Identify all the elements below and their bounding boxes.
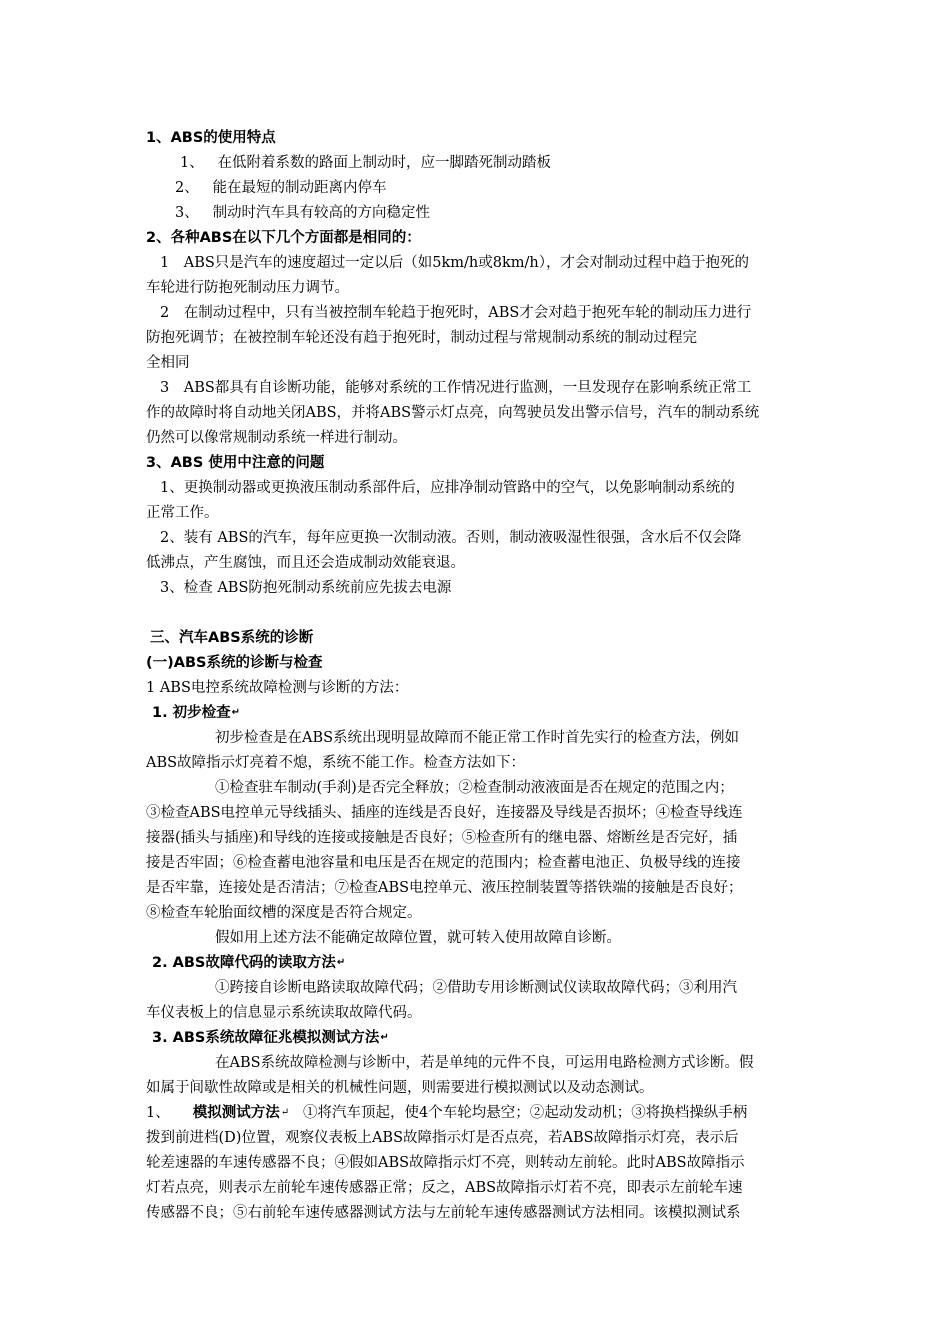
diagnosis-sub-heading: (一)ABS系统的诊断与检查	[146, 655, 323, 671]
step1-line: ⑧检查车轮胎面纹槽的深度是否符合规定。	[146, 905, 422, 921]
step2-title-text: 2. ABS故障代码的读取方法	[152, 955, 336, 971]
section2-line: 3 ABS都具有自诊断功能，能够对系统的工作情况进行监测，一旦发现存在影响系统正常工	[160, 380, 752, 396]
item-text: 在低附着系数的路面上制动时，应一脚踏死制动踏板	[217, 155, 552, 171]
item-number: 2、	[175, 180, 199, 196]
section2-line: 防抱死调节；在被控制车轮还没有趋于抱死时，制动过程与常规制动系统的制动过程完	[146, 330, 697, 346]
item-text: 制动时汽车具有较高的方向稳定性	[212, 205, 431, 221]
method-title: 1 ABS电控系统故障检测与诊断的方法：	[146, 680, 409, 696]
sim-test-line: 轮差速器的车速传感器不良；④假如ABS故障指示灯不亮，则转动左前轮。此时ABS故障指示	[146, 1155, 745, 1171]
section3-line: 低沸点，产生腐蚀，而且还会造成制动效能衰退。	[146, 555, 465, 571]
sim-test-line: 拨到前进档(D)位置，观察仪表板上ABS故障指示灯是否点亮，若ABS故障指示灯亮，表示后	[146, 1130, 739, 1146]
section3-line: 正常工作。	[146, 505, 219, 521]
section2-line: 车轮进行防抱死制动压力调节。	[146, 280, 349, 296]
diagnosis-heading: 三、汽车ABS系统的诊断	[150, 630, 314, 646]
step1-line: 假如用上述方法不能确定故障位置，就可转入使用故障自诊断。	[215, 930, 621, 946]
return-mark-icon: ↵	[336, 957, 346, 968]
sim-test-first-text: ①将汽车顶起，使4个车轮均悬空；②起动发动机；③将换档操纵手柄	[303, 1105, 748, 1121]
section2-line: 作的故障时将自动地关闭ABS，并将ABS警示灯点亮，向驾驶员发出警示信号，汽车的制动系统	[146, 405, 760, 421]
step1-line: 初步检查是在ABS系统出现明显故障而不能正常工作时首先实行的检查方法，例如	[215, 730, 740, 746]
step3-line: 如属于间歇性故障或是相关的机械性问题，则需要进行模拟测试以及动态测试。	[146, 1080, 654, 1096]
step3-title	[152, 1028, 812, 1048]
section3-line: 3、检查 ABS防抱死制动系统前应先拔去电源	[160, 580, 452, 596]
section1-item-2	[175, 178, 835, 198]
sim-test-title: 模拟测试方法	[192, 1105, 280, 1121]
sim-test-line: 传感器不良；⑤右前轮车速传感器测试方法与左前轮车速传感器测试方法相同。该模拟测试系	[146, 1205, 741, 1221]
return-mark-icon: ↵	[380, 1032, 389, 1043]
step1-line: ③检查ABS电控单元导线插头、插座的连线是否良好，连接器及导线是否损坏；④检查导线连	[146, 805, 743, 821]
section3-title: 3、ABS 使用中注意的问题	[146, 455, 325, 471]
section2-title: 2、各种ABS在以下几个方面都是相同的：	[146, 230, 421, 246]
section3-line: 2、装有 ABS的汽车，每年应更换一次制动液。否则，制动液吸湿性很强，含水后不仅会降	[160, 530, 742, 546]
step1-line: ①检查驻车制动(手刹)是否完全释放；②检查制动液液面是否在规定的范围之内；	[215, 780, 734, 796]
sim-test-line: 灯若点亮，则表示左前轮车速传感器正常；反之，ABS故障指示灯若不亮，即表示左前轮车速	[146, 1180, 743, 1196]
step1-line: ABS故障指示灯亮着不熄，系统不能工作。检查方法如下：	[146, 755, 526, 771]
step2-line: ①跨接自诊断电路读取故障代码；②借助专用诊断测试仪读取故障代码；③利用汽	[215, 980, 737, 996]
section2-line: 2 在制动过程中，只有当被控制车轮趋于抱死时，ABS才会对趋于抱死车轮的制动压力进行	[160, 305, 752, 321]
step3-line: 在ABS系统故障检测与诊断中，若是单纯的元件不良，可运用电路检测方式诊断。假	[215, 1055, 754, 1071]
item-number: 1、	[180, 155, 204, 171]
step2-line: 车仪表板上的信息显示系统读取故障代码。	[146, 1005, 422, 1021]
section1-item-1	[180, 153, 840, 173]
step1-line: 接是否牢固；⑥检查蓄电池容量和电压是否在规定的范围内；检查蓄电池正、负极导线的连接	[146, 855, 741, 871]
return-mark-icon: ↵	[231, 707, 241, 718]
section2-line: 全相同	[146, 355, 190, 371]
section3-line: 1、更换制动器或更换液压制动系部件后，应排净制动管路中的空气，以免影响制动系统的	[160, 480, 735, 496]
item-text: 能在最短的制动距离内停车	[212, 180, 387, 196]
section1-title: 1、ABS的使用特点	[146, 130, 276, 146]
step2-title	[152, 953, 812, 973]
step3-title-text: 3. ABS系统故障征兆模拟测试方法	[152, 1030, 380, 1046]
step1-title	[152, 703, 812, 723]
step1-line: 是否牢靠，连接处是否清洁；⑦检查ABS电控单元、液压控制装置等搭铁端的接触是否良好；	[146, 880, 743, 896]
return-mark-icon: ↵	[280, 1107, 290, 1118]
step1-title-text: 1. 初步检查	[152, 705, 231, 721]
sim-test-first-line	[146, 1103, 806, 1123]
section2-line: 仍然可以像常规制动系统一样进行制动。	[146, 430, 407, 446]
step1-line: 接器(插头与插座)和导线的连接或接触是否良好；⑤检查所有的继电器、熔断丝是否完好，插	[146, 830, 738, 846]
sim-test-number: 1、	[146, 1105, 170, 1121]
item-number: 3、	[175, 205, 199, 221]
section2-line: 1 ABS只是汽车的速度超过一定以后（如5km/h或8km/h），才会对制动过程中趋于抱死的	[160, 255, 750, 271]
section1-item-3	[175, 203, 835, 223]
